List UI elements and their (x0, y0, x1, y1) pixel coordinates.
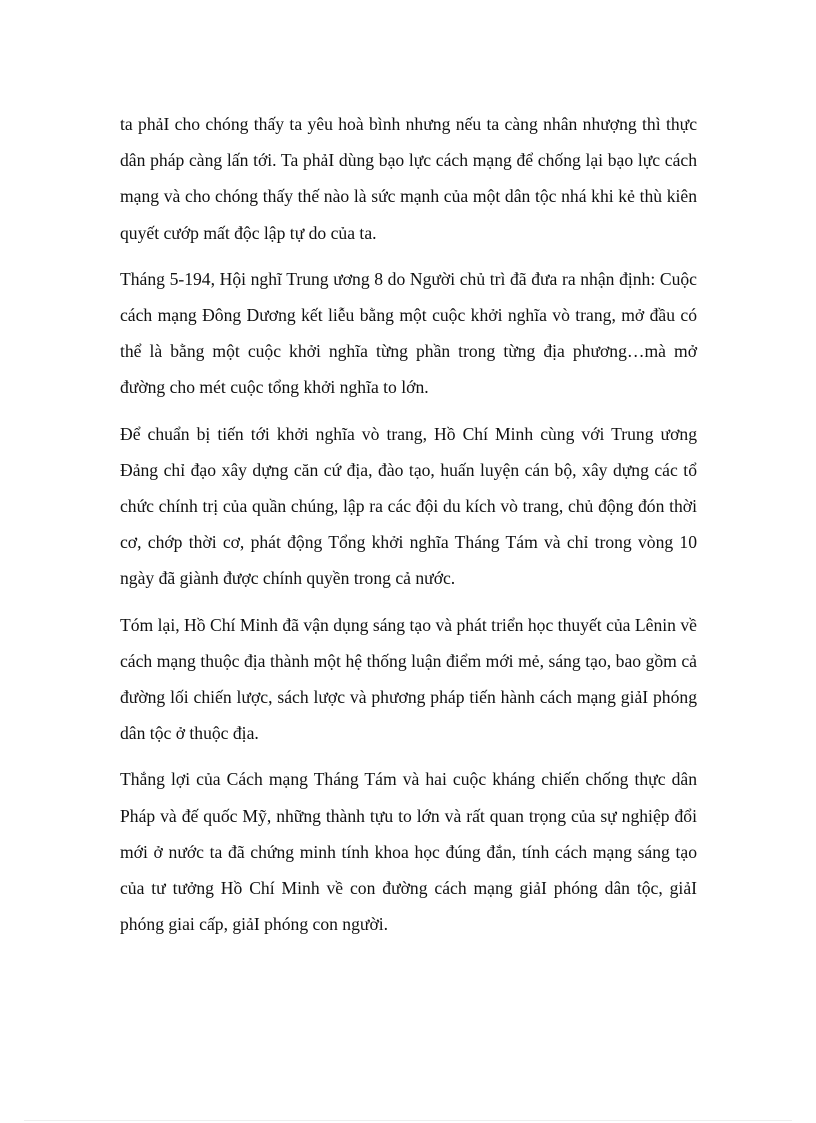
paragraph-1: ta phảI cho chóng thấy ta yêu hoà bình nhưng nếu ta càng nhân nhượng thì thực dân pháp càng lấn tới. Ta phảI dùng bạo lực cách mạng để chống lại bạo lực cách mạng và cho chóng thấy thế nào là sức mạnh của một dân tộc nhá khi kẻ thù kiên quyết cướp mất độc lập tự do của ta. (120, 114, 702, 243)
document-body (120, 106, 702, 952)
paragraph-4: Tóm lại, Hồ Chí Minh đã vận dụng sáng tạo và phát triển học thuyết của Lênin về cách mạng thuộc địa thành một hệ thống luận điểm mới mẻ, sáng tạo, bao gồm cả đường lối chiến lược, sách lược và phương pháp tiến hành cách mạng giảI phóng dân tộc ở thuộc địa. (120, 614, 702, 744)
paragraph-3: Để chuẩn bị tiến tới khởi nghĩa vò trang, Hồ Chí Minh cùng với Trung ương Đảng chỉ đạo xây dựng căn cứ địa, đào tạo, huấn luyện cán bộ, xây dựng các tổ chức chính trị của quần chúng, lập ra các đội du kích vò trang, chủ động đón thời cơ, chớp thời cơ, phát động Tổng khởi nghĩa Tháng Tám và chỉ trong vòng 10 ngày đã giành được chính quyền trong cả nước. (120, 423, 702, 589)
page-bottom-edge (24, 1120, 792, 1121)
paragraph-2: Tháng 5-194, Hội nghĩ Trung ương 8 do Người chủ trì đã đưa ra nhận định: Cuộc cách mạng Đông Dương kết liễu bằng một cuộc khởi nghĩa vò trang, mở đầu có thể là bằng một cuộc khởi nghĩa từng phần trong từng địa phương…mà mở đường cho mét cuộc tổng khởi nghĩa to lớn. (120, 268, 702, 398)
paragraph-5: Thắng lợi của Cách mạng Tháng Tám và hai cuộc kháng chiến chống thực dân Pháp và đế quốc Mỹ, những thành tựu to lớn và rất quan trọng của sự nghiệp đổi mới ở nước ta đã chứng minh tính khoa học đúng đắn, tính cách mạng sáng tạo của tư tưởng Hồ Chí Minh về con đường cách mạng giảI phóng dân tộc, giảI phóng giai cấp, giảI phóng con người. (120, 769, 702, 935)
